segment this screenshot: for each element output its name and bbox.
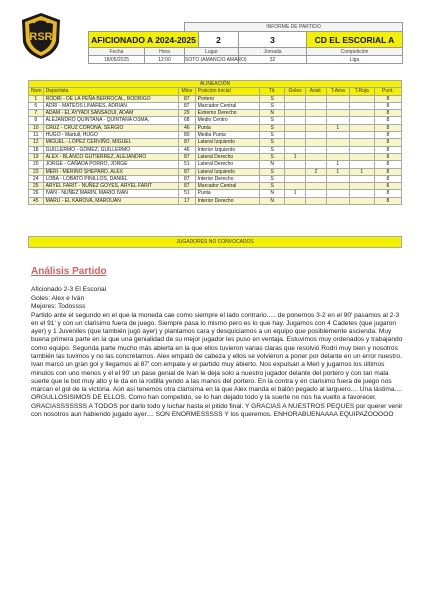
lineup-cell: [349, 102, 374, 109]
lineup-cell: Punta: [195, 124, 260, 131]
lineup-cell: 68: [178, 117, 195, 124]
crest-lettering: RSR: [29, 31, 53, 43]
lineup-cell: [326, 110, 349, 117]
away-team: CD EL ESCORIAL A: [307, 32, 403, 48]
lineup-cell: GUILLERMO - GÓMEZ, GUILLERMO: [43, 146, 178, 153]
lineup-cell: [306, 197, 327, 204]
lineup-cell: 87: [178, 183, 195, 190]
lineup-cell: 7: [29, 110, 44, 117]
lineup-cell: 8: [374, 146, 401, 153]
lineup-cell: [349, 117, 374, 124]
lineup-cell: [349, 132, 374, 139]
lineup-row: [29, 153, 402, 160]
lineup-row: [29, 139, 402, 146]
time-label: Hora: [145, 48, 185, 56]
lineup-cell: [285, 161, 306, 168]
lineup-cell: MIGUEL - LOPEZ CERVIÑO, MIGUEL: [43, 139, 178, 146]
lineup-row: [29, 102, 402, 109]
lineup-cell: [306, 95, 327, 102]
analysis-goals: Goles: Alex e Iván: [31, 294, 85, 302]
lineup-row: [29, 132, 402, 139]
lineup-cell: S: [260, 139, 285, 146]
match-analysis: [31, 266, 403, 419]
lineup-cell: [306, 132, 327, 139]
lineup-cell: 12: [29, 139, 44, 146]
lineup-cell: Medio Centro: [195, 117, 260, 124]
lineup-row: [29, 146, 402, 153]
lineup-cell: [285, 117, 306, 124]
lineup-cell: [326, 95, 349, 102]
lineup-cell: Media Punta: [195, 132, 260, 139]
lineup-cell: [326, 102, 349, 109]
lineup-cell: Interior Izquierdo: [195, 146, 260, 153]
lineup-cell: S: [260, 95, 285, 102]
date-label: Fecha: [89, 48, 145, 56]
lineup-cell: 8: [374, 132, 401, 139]
lineup-cell: JORGE - CAÑADA PORRO, JORGE: [43, 161, 178, 168]
lineup-col-header: T.Ama: [326, 88, 349, 95]
lineup-cell: RODRI - DE LA PEÑA BERROCAL, RODRIGO: [43, 95, 178, 102]
lineup-cell: Marcador Central: [195, 102, 260, 109]
lineup-cell: 87: [178, 102, 195, 109]
lineup-cell: Marcador Central: [195, 183, 260, 190]
lineup-cell: Lateral Izquierdo: [195, 168, 260, 175]
lineup-cell: [306, 139, 327, 146]
lineup-cell: [285, 139, 306, 146]
lineup-cell: [285, 175, 306, 182]
lineup-cell: [306, 161, 327, 168]
lineup-cell: [349, 197, 374, 204]
lineup-cell: [326, 146, 349, 153]
lineup-cell: [349, 110, 374, 117]
lineup-cell: [306, 110, 327, 117]
lineup-cell: [285, 132, 306, 139]
home-score: 2: [199, 32, 239, 48]
lineup-cell: 24: [29, 175, 44, 182]
lineup-cell: 8: [374, 102, 401, 109]
lineup-cell: [306, 153, 327, 160]
lineup-cell: [306, 124, 327, 131]
lineup-cell: [285, 146, 306, 153]
match-header: [88, 22, 403, 64]
lineup-cell: 8: [374, 168, 401, 175]
lineup-cell: 46: [178, 124, 195, 131]
lineup-cell: [349, 161, 374, 168]
competition-value: Liga: [307, 56, 403, 64]
lineup-col-header: Mins: [178, 88, 195, 95]
lineup-cell: 1: [285, 190, 306, 197]
lineup-cell: 87: [178, 153, 195, 160]
date-value: 18/05/2025: [89, 56, 145, 64]
lineup-cell: [326, 190, 349, 197]
lineup-cell: S: [260, 124, 285, 131]
lineup-cell: S: [260, 132, 285, 139]
lineup-cell: [326, 132, 349, 139]
lineup-cell: N: [260, 110, 285, 117]
lineup-cell: 1: [349, 168, 374, 175]
lineup-cell: CRUZ - CRUZ CORONA, SERGIO: [43, 124, 178, 131]
lineup-cell: [349, 146, 374, 153]
lineup-cell: 8: [374, 139, 401, 146]
lineup-cell: [326, 153, 349, 160]
lineup-cell: 51: [178, 161, 195, 168]
lineup-cell: [306, 146, 327, 153]
lineup-cell: 1: [326, 168, 349, 175]
lineup-row: [29, 124, 402, 131]
lineup-cell: MERI - MERINO SHEPARD, ALEX: [43, 168, 178, 175]
lineup-cell: 45: [29, 197, 44, 204]
lineup-cell: [349, 139, 374, 146]
lineup-cell: 1: [29, 95, 44, 102]
venue-label: Lugar: [185, 48, 239, 56]
lineup-cell: [306, 190, 327, 197]
lineup-cell: [306, 183, 327, 190]
lineup-cell: 1: [285, 153, 306, 160]
lineup-cell: 5: [29, 102, 44, 109]
lineup-cell: Lateral Derecho: [195, 153, 260, 160]
lineup-cell: HUGO - Martull, HUGO: [43, 132, 178, 139]
lineup-cell: 1: [326, 161, 349, 168]
lineup-cell: 19: [29, 153, 44, 160]
lineup-col-header: T.Roja: [349, 88, 374, 95]
venue-value: SOTO (AMANCIO AMARO): [185, 56, 247, 63]
lineup-cell: [326, 117, 349, 124]
lineup-cell: IVAN - NUÑEZ MARIN, MARIO IVAN: [43, 190, 178, 197]
lineup-cell: S: [260, 102, 285, 109]
lineup-cell: Interior Derecho: [195, 175, 260, 182]
lineup-cell: 18: [29, 146, 44, 153]
lineup-cell: 23: [29, 168, 44, 175]
lineup-cell: 26: [29, 190, 44, 197]
lineup-cell: [349, 190, 374, 197]
lineup-cell: Interior Derecho: [195, 197, 260, 204]
home-team: AFICIONADO A 2024-2025: [89, 32, 199, 48]
lineup-row: [29, 175, 402, 182]
lineup-cell: [285, 183, 306, 190]
lineup-row: [29, 168, 402, 175]
lineup-col-header: Goles: [285, 88, 306, 95]
report-caption: INFORME DE PARTIDO: [185, 23, 403, 32]
lineup-col-header: Asist.: [306, 88, 327, 95]
lineup-cell: 17: [178, 197, 195, 204]
lineup-cell: 20: [29, 161, 44, 168]
round-label: Jornada: [239, 48, 307, 56]
lineup-cell: ALEJANDRO QUINTANA - QUINTANA OSMA,: [43, 117, 178, 124]
lineup-cell: S: [260, 168, 285, 175]
lineup-cell: [349, 95, 374, 102]
lineup-cell: N: [260, 190, 285, 197]
not-called-band: JUGADORES NO CONVOCADOS: [29, 237, 402, 248]
lineup-cell: ALEX - BLANCO GUTIERREZ, ALEJANDRO: [43, 153, 178, 160]
lineup-band: ALINEACIÓN: [29, 81, 402, 88]
lineup-cell: 8: [374, 197, 401, 204]
lineup-col-header: Tit.: [260, 88, 285, 95]
lineup-row: [29, 197, 402, 204]
lineup-cell: 80: [178, 132, 195, 139]
lineup-cell: 87: [178, 168, 195, 175]
club-crest-logo: [20, 12, 62, 60]
lineup-cell: Lateral Izquierdo: [195, 139, 260, 146]
lineup-cell: 51: [178, 190, 195, 197]
lineup-cell: 8: [374, 153, 401, 160]
lineup-cell: 11: [29, 132, 44, 139]
away-score: 3: [239, 32, 307, 48]
lineup-cell: [285, 95, 306, 102]
lineup-cell: N: [260, 197, 285, 204]
lineup-cell: S: [260, 175, 285, 182]
lineup-cell: S: [260, 183, 285, 190]
lineup-row: [29, 117, 402, 124]
lineup-cell: LOBA - LOBATO PINILLOS, DANIEL: [43, 175, 178, 182]
lineup-cell: [285, 110, 306, 117]
lineup-cell: [285, 102, 306, 109]
lineup-row: [29, 110, 402, 117]
lineup-cell: S: [260, 146, 285, 153]
lineup-col-header: Num: [29, 88, 44, 95]
lineup-cell: Extremo Derecho: [195, 110, 260, 117]
lineup-cell: 29: [178, 110, 195, 117]
lineup-cell: N: [260, 161, 285, 168]
lineup-cell: 8: [29, 117, 44, 124]
lineup-cell: MARU - EL KAROVA, MAROUAN: [43, 197, 178, 204]
lineup-cell: [349, 175, 374, 182]
lineup-cell: [285, 197, 306, 204]
lineup-cell: 8: [374, 175, 401, 182]
lineup-cell: Lateral Derecho: [195, 161, 260, 168]
lineup-cell: 10: [29, 124, 44, 131]
lineup-cell: [326, 139, 349, 146]
lineup-cell: 8: [374, 124, 401, 131]
lineup-cell: [285, 124, 306, 131]
competition-label: Competición: [307, 48, 403, 56]
lineup-cell: S: [260, 153, 285, 160]
lineup-cell: Punta: [195, 190, 260, 197]
lineup-row: [29, 95, 402, 102]
lineup-cell: Portero: [195, 95, 260, 102]
not-called-table: [28, 236, 402, 248]
lineup-cell: [349, 183, 374, 190]
lineup-cell: ARYEL FARIT - NUÑEZ GOYES, ARYEL FARIT: [43, 183, 178, 190]
lineup-cell: 8: [374, 117, 401, 124]
lineup-row: [29, 190, 402, 197]
lineup-cell: [349, 153, 374, 160]
lineup-cell: ADRI - MATEOS LINARES, ADRIAN: [43, 102, 178, 109]
lineup-cell: [285, 168, 306, 175]
lineup-table: [28, 80, 402, 205]
lineup-cell: S: [260, 117, 285, 124]
lineup-col-header: Posición Inicial: [195, 88, 260, 95]
lineup-body: [29, 95, 402, 204]
lineup-cell: [306, 175, 327, 182]
lineup-cell: 87: [178, 175, 195, 182]
lineup-cell: 8: [374, 190, 401, 197]
analysis-body: Partido ante el segundo en el que la moneda cae como siempre el lado contrario..... de ponernos 3-2 en el 90' pasamos al 2-3 en el 91' y con un clarisimo fuera de juego. Siempre pasa lo mismo pero es lo que hay. Jugamos con 4 Cadetes (que jugaron ayer) y 1 Juveniles (que también jugó ayer) y plantamos cara y desquiciamos a un equipo que posiblemente ascienda. Muy buena primera parte en la que una genialidad de su mejor jugador les puso en ventaja. Estuvimos muy ordenados y trabajando como equipo. Segunda parte mucho más abierta en la que ellos tuvieron varias claras que resolvió Rodri muy bien y nosotros también las tuvimos y no las concretamos. Alex empató de cabeza y ellos se volvieron a poner por delante en un error nuestro. Ivan marcó un gran gol y llegamos al 87' con empate y el partido muy abierto. Nos expulsan a Meri y jugamos los últimos minutos con uno menos y el el 90' un pase genial de Ivan le deja solo a nuestro jugador delante del portero y con tan mala suerte que le bot muy alto y le da en la rodilla yendo a las manos del portero. En la contra y en clarisimo fuera de juego nos marcan el gol de la victoria. Aún así tenemos otra clarísima en la que Alex manda el balón pegado al larguero.... Una lástima.... ORGULLOSISIMOS DE ELLOS. Como han competido, se lo han dejado todo y la suerte no nos ha vuelto a favorecer. GRACIASSSSSSS A TODOS por darlo todo y luchar hasta el pitido final. Y GRACIAS A NUESTROS PEQUES por querer venir con nosotros aun habiendo jugado ayer.... SON ENORMESSSSS Y los queremos. ENHORABUENAAAA EQUIPAZOOOOO: [31, 311, 403, 419]
analysis-score-line: Aficionado 2-3 El Escorial: [31, 286, 107, 293]
time-value: 12:00: [145, 56, 185, 64]
lineup-cell: [306, 102, 327, 109]
lineup-col-header: Punt.: [374, 88, 401, 95]
lineup-cell: 87: [178, 139, 195, 146]
lineup-cell: 8: [374, 183, 401, 190]
lineup-cell: 1: [326, 124, 349, 131]
lineup-cell: [326, 183, 349, 190]
lineup-cell: 8: [374, 161, 401, 168]
lineup-cell: 2: [306, 168, 327, 175]
lineup-cell: 46: [178, 146, 195, 153]
lineup-col-header: Deportista: [43, 88, 178, 95]
lineup-row: [29, 183, 402, 190]
lineup-cell: [326, 197, 349, 204]
lineup-cell: 8: [374, 95, 401, 102]
lineup-row: [29, 161, 402, 168]
lineup-cell: 8: [374, 110, 401, 117]
analysis-best: Mejores: Todossss: [31, 303, 86, 310]
lineup-cell: ADAM - EL AYYADI SANSAOUI, ADAM: [43, 110, 178, 117]
lineup-cell: 87: [178, 95, 195, 102]
lineup-header-row: [29, 88, 402, 95]
lineup-cell: [306, 117, 327, 124]
lineup-cell: 25: [29, 183, 44, 190]
round-value: 32: [239, 56, 307, 64]
lineup-cell: [326, 175, 349, 182]
lineup-cell: [349, 124, 374, 131]
analysis-title: Análisis Partido: [31, 266, 107, 277]
